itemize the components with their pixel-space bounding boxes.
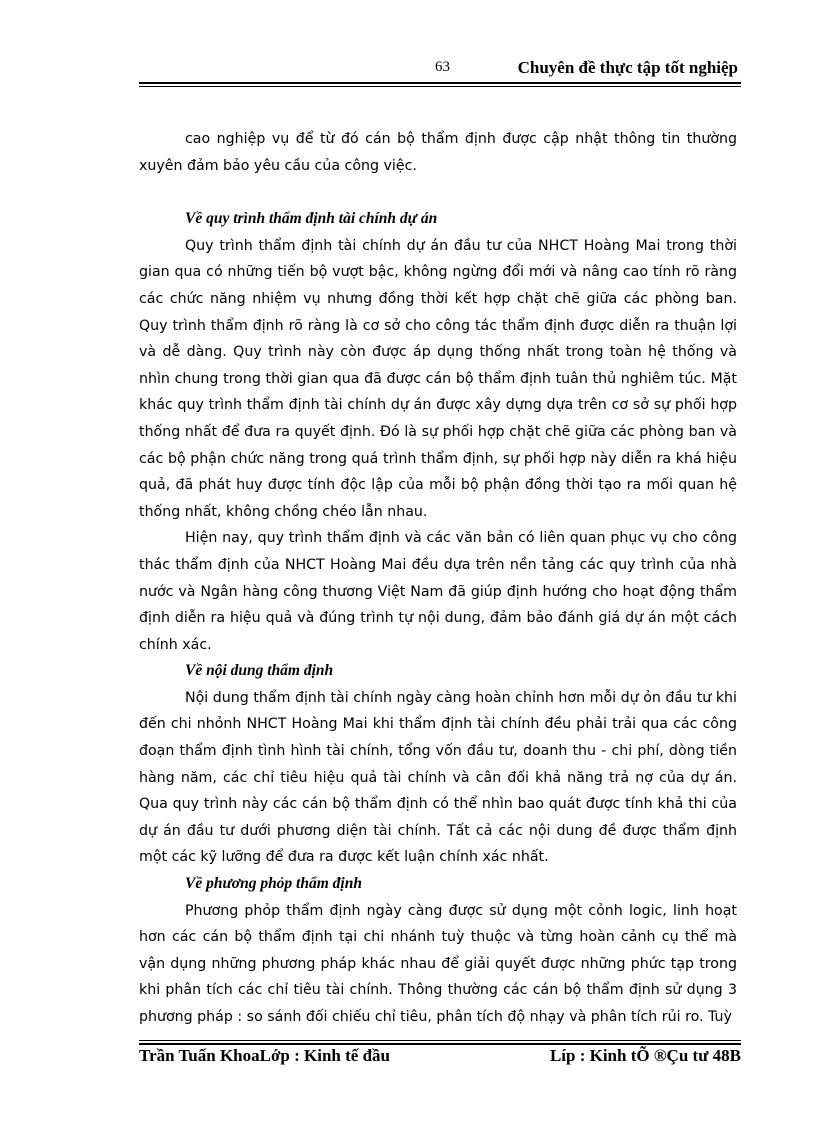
body-paragraph: Phương phỏp thẩm định ngày càng được sử dụng một cỏnh logic, linh hoạt hơn các cán bộ thẩm định tại chi nhánh tuỳ thuộc và từng hoàn cảnh cụ thể mà vận dụng những phương pháp khác nhau để giải quyết được những phức tạp trong khi phân tích các chỉ tiêu tài chính. Thông thường các cán bộ thẩm định sử dụng 3 phương pháp : so sánh đối chiếu chỉ tiêu, phân tích độ nhạy và phân tích rủi ro. Tuỳ	[139, 902, 737, 1025]
footer-rule-thick	[139, 1043, 741, 1045]
footer-class: Líp : Kinh tÕ ®Çu tư 48B	[549, 1046, 741, 1065]
section-heading: Về quy trình thẩm định tài chính dự án	[185, 210, 438, 228]
paragraph-gap	[139, 179, 737, 206]
page-header	[139, 56, 740, 84]
footer-rule-thin	[139, 1040, 741, 1041]
section-heading: Về phương phỏp thẩm định	[185, 875, 362, 893]
body-paragraph: cao nghiệp vụ để từ đó cán bộ thẩm định được cập nhật thông tin thường xuyên đảm bảo yêu cầu của công việc.	[139, 131, 737, 174]
footer-author: Trần Tuấn KhoaLớp : Kinh tế đầu	[139, 1046, 390, 1065]
body-paragraph: Nội dung thẩm định tài chính ngày càng hoàn chỉnh hơn mỗi dự ỏn đầu tư khi đến chi nhỏnh NHCT Hoàng Mai khi thẩm định tài chính đều phải trải qua các công đoạn thẩm định tình hình tài chính, tổng vốn đầu tư, doanh thu - chi phí, dòng tiền hàng năm, các chỉ tiêu hiệu quả tài chính và cân đối khả năng trả nợ của dự án. Qua quy trình này các cán bộ thẩm định có thể nhìn bao quát được tính khả thi của dự án đầu tư dưới phương diện tài chính. Tất cả các nội dung đề được thẩm định một các kỹ lưỡng để đưa ra được kết luận chính xác nhất.	[139, 689, 737, 866]
page-number: 63	[435, 59, 450, 75]
body-paragraph: Hiện nay, quy trình thẩm định và các văn bản có liên quan phục vụ cho công thác thẩm định của NHCT Hoàng Mai đều dựa trên nền tảng các quy trình của nhà nước và Ngân hàng công thương Việt Nam đã giúp định hướng cho hoạt động thẩm định diễn ra hiệu quả và đúng trình tự nội dung, đảm bảo đánh giá dự án một cách chính xác.	[139, 530, 737, 653]
document-body	[139, 126, 737, 1031]
header-rule-thin	[139, 86, 741, 87]
section-heading: Về nội dung thẩm định	[185, 662, 334, 680]
page-footer	[139, 1046, 741, 1072]
header-title: Chuyên đề thực tập tốt nghiệp	[517, 58, 738, 77]
header-rule-thick	[139, 82, 741, 84]
body-paragraph: Quy trình thẩm định tài chính dự án đầu tư của NHCT Hoàng Mai trong thời gian qua có những tiến bộ vượt bậc, không ngừng đổi mới và nâng cao tính rõ ràng các chức năng nhiệm vụ nhưng đồng thời kết hợp chặt chẽ giữa các phòng ban. Quy trình thẩm định rõ ràng là cơ sở cho công tác thẩm định được diễn ra thuận lợi và dễ dàng. Quy trình này còn được áp dụng thống nhất trong toàn hệ thống và nhìn chung trong thời gian qua đã được cán bộ thẩm định tuân thủ nghiêm túc. Mặt khác quy trình thẩm định tài chính dự án được xây dựng dựa trên cơ sở sự phối hợp thống nhất để đưa ra quyết định. Đó là sự phối hợp chặt chẽ giữa các phòng ban và các bộ phận chức năng trong quá trình thẩm định, sự phối hợp này diễn ra khá hiệu quả, đã phát huy được tính độc lập của mỗi bộ phận đồng thời tạo ra mối quan hệ thống nhất, không chồng chéo lẫn nhau.	[139, 237, 737, 520]
